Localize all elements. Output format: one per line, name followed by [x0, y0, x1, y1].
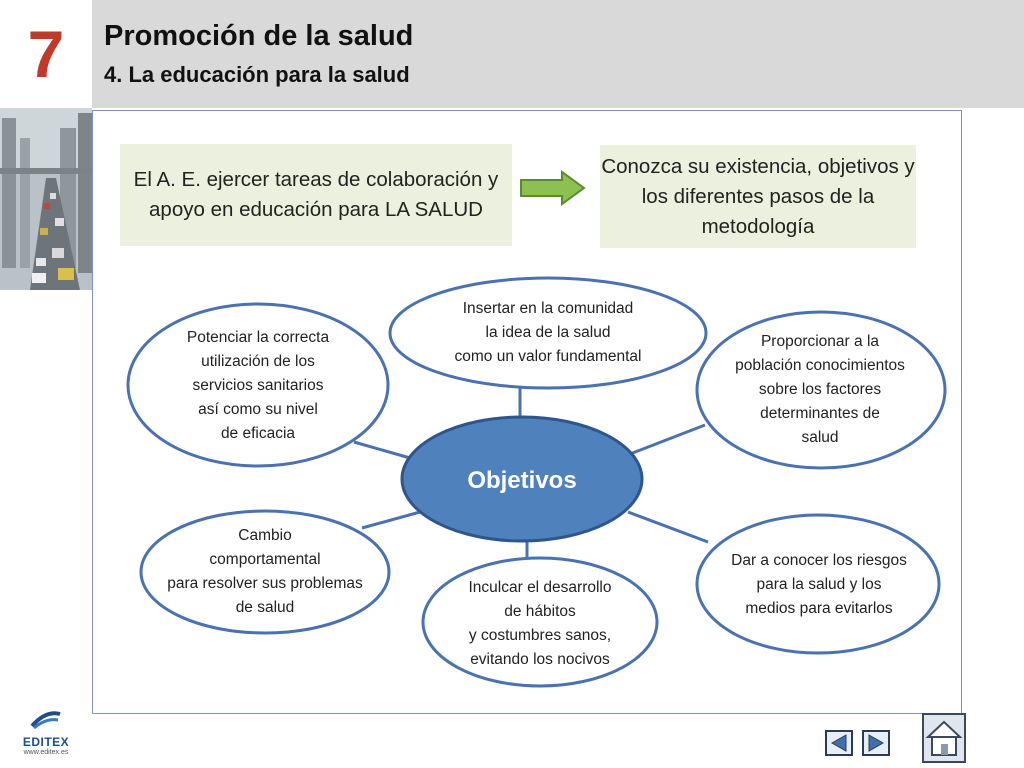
home-button[interactable]: [922, 713, 966, 768]
node-label-upper-left: Potenciar la correcta utilización de los servicios sanitarios así como su nivel de eficacia: [186, 329, 330, 442]
node-label-upper-right: Proporcionar a la población conocimientos sobre los factores determinantes de salud: [735, 333, 905, 446]
node-text-top: [400, 296, 696, 370]
node-text-lower-right: [706, 548, 932, 622]
page-title: Promoción de la salud: [104, 20, 414, 52]
arrow-right-icon: [862, 730, 890, 756]
chapter-number: 7: [27, 17, 65, 91]
intro-box-right: Conozca su existencia, objetivos y los diferentes pasos de la metodología: [600, 145, 916, 248]
node-label-lower-left: Cambio comportamental para resolver sus problemas de salud: [167, 527, 363, 616]
logo-name: EDITEX: [22, 735, 70, 749]
right-arrow-icon: [521, 172, 584, 204]
node-label-lower-right: Dar a conocer los riesgos para la salud y los medios para evitarlos: [731, 552, 907, 617]
next-slide-button[interactable]: [862, 730, 890, 761]
home-icon: [922, 713, 966, 763]
node-label-top: Insertar en la comunidad la idea de la salud como un valor fundamental: [454, 300, 642, 365]
logo-url: www.editex.es: [23, 749, 69, 756]
node-text-upper-right: [706, 330, 934, 450]
node-text-upper-left: [140, 326, 376, 446]
connector-lower-right: [628, 512, 708, 542]
arrow-left-icon: [825, 730, 853, 756]
node-text-lower-left: [146, 524, 384, 620]
node-label-bottom: Inculcar el desarrollo de hábitos y costumbres sanos, evitando los nocivos: [468, 579, 612, 668]
connector-upper-right: [630, 425, 705, 454]
page-subtitle: 4. La educación para la salud: [104, 62, 410, 87]
node-text-bottom: [436, 576, 644, 672]
center-label: Objetivos: [467, 467, 577, 494]
intro-box-left: El A. E. ejercer tareas de colaboración y apoyo en educación para LA SALUD: [120, 144, 512, 246]
editex-logo-icon: [26, 708, 66, 730]
editex-logo: [14, 708, 78, 764]
previous-slide-button[interactable]: [825, 730, 853, 761]
